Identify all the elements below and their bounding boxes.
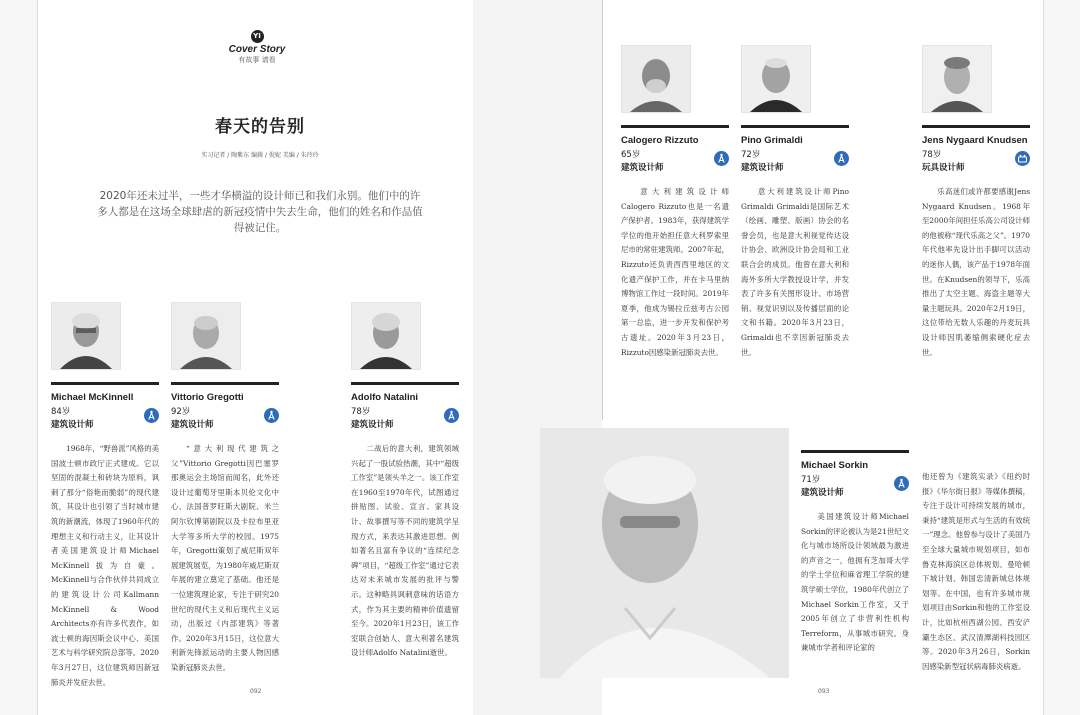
person-profession: 建筑设计师 (351, 420, 394, 430)
name-rule (171, 382, 279, 385)
cover-story-logo (227, 30, 287, 65)
compass-icon (894, 476, 909, 491)
person-age: 65岁 (621, 150, 641, 160)
profile-adolfo-natalini (351, 302, 459, 661)
person-bio: 二战后的意大利，建筑领域兴起了一股试验热潮，其中“超级工作室”是领头羊之一。该工作室在1960至1970年代，试图通过拼贴图、试验、宣言、家具设计、故事撰写等不同的建筑学呈现方式，来表达其激进思想。例如著名且富有争议的“连续纪念碑”项目，“超级工作室”通过它表达对未来城市发展的批评与警示。这种略具讽刺意味的话语方式，作为其主要的精神价值遗留至今。2020年1月23日，该工作室联合创始人、意大利著名建筑设计师Adolfo Natalini逝世。 (351, 444, 459, 658)
compass-icon (834, 151, 849, 166)
sorkin-bio-continued: 他还曾为《建筑实录》《纽约时报》《华尔街日报》等媒体撰稿，专注于设计可持续发展的城市，秉持“建筑是形式与生活的有效统一”理念。他曾参与设计了美国乃至全球大量城市规划项目，如布鲁克林海滨区总体规划、曼哈顿下城计划、韩国忠清新城总体规划等。在中国，也有许多城市规划项目由Sorkin和他的工作室设计，比如杭州西湖公园、西安浐灞生态区、武汉清潭湖科技园区等。2020年3月26日，Sorkin因感染新型冠状病毒肺炎病逝。 (922, 472, 1030, 671)
name-rule (351, 382, 459, 385)
person-bio: 意大利建筑设计师Calogero Rizzuto也是一名遗产保护者。1983年，获得建筑学学位的他开始担任意大利罗索里尼市的常驻建筑师。2007年起，Rizzuto还负责西西里地区的文化遗产保护工作，并在卡马里纳博物馆工作过一段时间。2019年夏季，他成为锡拉丘兹考古公园第一总监，进一步开发和保护考古遗址。2020年3月23日，Rizzuto因感染新冠肺炎去世。 (621, 187, 729, 357)
person-age: 92岁 (171, 407, 191, 417)
person-name: Pino Grimaldi (741, 135, 803, 146)
person-name: Adolfo Natalini (351, 392, 419, 403)
person-age: 84岁 (51, 407, 71, 417)
person-age: 72岁 (741, 150, 761, 160)
person-meta (171, 406, 279, 432)
person-profession: 建筑设计师 (51, 420, 94, 430)
person-age: 78岁 (922, 150, 942, 160)
toy-icon (1015, 151, 1030, 166)
profile-michael-sorkin (801, 428, 909, 656)
name-rule (922, 125, 1030, 128)
person-age: 71岁 (801, 475, 821, 485)
article-byline: 实习记者 / 陶紫东 编辑 / 倪妮 美编 / 朱玲玲 (201, 152, 319, 159)
person-bio: 美国建筑设计师Michael Sorkin的评论被认为是21世纪文化与城市场所设计领域最为激进的声音之一，他拥有芝加哥大学的学士学位和麻省理工学院的建筑学硕士学位，1980年代创立了Michael Sorkin工作室，又于2005年创立了非营利性机构Terreform，从事城市研究。身兼城市学者和评论家的 (801, 512, 909, 653)
portrait-photo (922, 45, 992, 113)
portrait-photo (621, 45, 691, 113)
person-bio: 乐高迷们或许都要感谢Jens Nygaard Knudsen。1968年至2000年间担任乐高公司设计师的他被称“现代乐高之父”。1970年代他率先设计出手脚可以活动的迷你人偶，该产品于1978年面世。在Knudsen的领导下，乐高推出了太空主题、海盗主题等大量主题玩具。2020年2月19日，这位带给无数人乐趣的丹麦玩具设计师因肌萎缩侧索硬化症去世。 (922, 187, 1030, 357)
logo-badge: YI (251, 30, 264, 43)
page-number-left: 092 (250, 688, 262, 695)
profile-jens-nygaard-knudsen (922, 45, 1030, 360)
profile-michael-mckinnell (51, 302, 159, 690)
person-name: Michael Sorkin (801, 460, 869, 471)
name-rule (51, 382, 159, 385)
person-profession: 建筑设计师 (741, 163, 784, 173)
person-bio: “意大利现代建筑之父”Vittorio Gregotti因巴塞罗那奥运会主场馆而闻名，此外还设计过葡萄牙里斯本贝伦文化中心、法国普罗旺斯大剧院、米兰阿尔钦博第剧院以及卡拉布里亚大学等多所大学的校园。1975年，Gregotti策划了威尼斯双年展建筑展览，为1980年威尼斯双年展的建立奠定了基础。他还是一位建筑理论家，专注于研究20世纪的现代主义和后现代主义运动，出版过《内部建筑》等著作。2020年3月15日，这位意大利新先锋派运动的主要人物因感染新冠肺炎去世。 (171, 444, 279, 672)
portrait-photo (741, 45, 811, 113)
person-profession: 玩具设计师 (922, 163, 965, 173)
logo-title: Cover Story (228, 44, 286, 55)
sorkin-portrait-photo (540, 428, 789, 678)
profile-vittorio-gregotti (171, 302, 279, 676)
portrait-photo (51, 302, 121, 370)
person-meta (621, 149, 729, 175)
portrait-photo (171, 302, 241, 370)
person-meta (351, 406, 459, 432)
profile-pino-grimaldi (741, 45, 849, 360)
gutter-divider (602, 0, 603, 420)
name-rule (621, 125, 729, 128)
person-meta (801, 474, 909, 500)
logo-subtitle: 有故事 请看 (238, 56, 276, 64)
person-meta (51, 406, 159, 432)
compass-icon (444, 408, 459, 423)
person-age: 78岁 (351, 407, 371, 417)
person-bio: 1968年，“野兽派”风格的美国波士顿市政厅正式建成。它以坚固的混凝土和砖块为原料，讽刺了那分“俗艳而脆弱”的现代建筑，其设计也引领了当时城市建筑的新潮流，体现了1960年代的理想主义和行动主义，让其设计者美国建筑设计师Michael McKinnell拔为自豪。McKinnell与合作伙伴共同成立的建筑设计公司Kallmann McKinnell & Wood Architects亦有许多代表作，如波士顿的海因斯会议中心、美国艺术与科学研究院总部等。2020年3月27日，这位建筑师因新冠肺炎并发症去世。 (51, 444, 159, 687)
page-number-right: 093 (818, 688, 830, 695)
person-meta (741, 149, 849, 175)
person-profession: 建筑设计师 (171, 420, 214, 430)
name-rule (741, 125, 849, 128)
article-title: 春天的告别 (215, 117, 305, 137)
name-rule (801, 450, 909, 453)
person-bio: 意大利建筑设计师Pino Grimaldi Grimaldi是国际艺术（绘画、雕塑、版画）协会的名誉会员，也是意大利视觉传达设计协会、欧洲设计协会局和工业联合会的成员。他曾在意大利和海外多所大学教授设计学，并发表了许多有关图形设计、市场营销、视觉识别以及传播层面的论文和书籍。2020年3月23日，Grimaldi也不幸因新冠肺炎去世。 (741, 187, 849, 357)
person-name: Calogero Rizzuto (621, 135, 699, 146)
person-meta (922, 149, 1030, 175)
compass-icon (264, 408, 279, 423)
article-intro: 2020年还未过半，一些才华横溢的设计师已和我们永别。他们中的许多人都是在这场全球肆虐的新冠疫情中失去生命，他们的姓名和作品值得被记住。 (97, 190, 423, 234)
compass-icon (714, 151, 729, 166)
person-name: Jens Nygaard Knudsen (922, 135, 1028, 146)
portrait-photo (351, 302, 421, 370)
person-profession: 建筑设计师 (801, 488, 844, 498)
profile-calogero-rizzuto (621, 45, 729, 360)
compass-icon (144, 408, 159, 423)
person-name: Michael McKinnell (51, 392, 134, 403)
person-name: Vittorio Gregotti (171, 392, 244, 403)
person-profession: 建筑设计师 (621, 163, 664, 173)
